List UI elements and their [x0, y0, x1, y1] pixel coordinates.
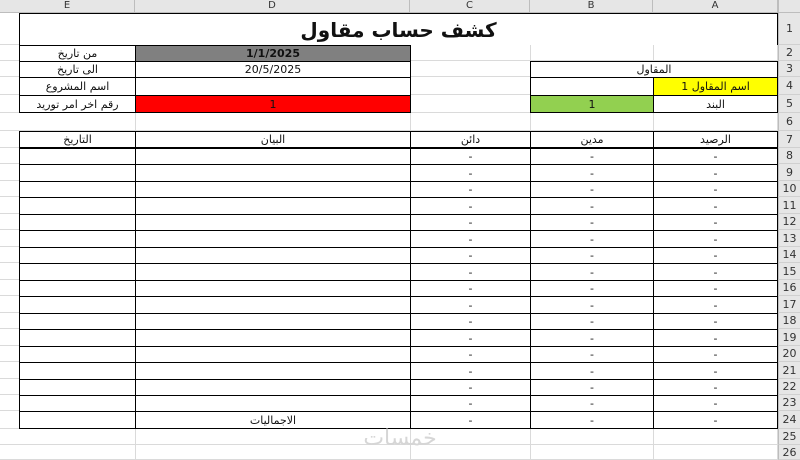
row-header[interactable]: 2	[778, 45, 800, 61]
balance-cell[interactable]: -	[653, 263, 778, 281]
row-header[interactable]: 8	[778, 148, 800, 164]
row-header[interactable]: 21	[778, 362, 800, 379]
totals-date[interactable]	[19, 411, 136, 429]
date-cell[interactable]	[19, 164, 136, 182]
date-cell[interactable]	[19, 263, 136, 281]
balance-cell[interactable]: -	[653, 214, 778, 231]
balance-cell[interactable]: -	[653, 230, 778, 248]
row-header[interactable]: 25	[778, 429, 800, 445]
row-header[interactable]: 12	[778, 214, 800, 230]
credit-cell[interactable]: -	[410, 230, 531, 248]
statement-cell[interactable]	[135, 329, 411, 347]
project-name-value[interactable]	[135, 77, 411, 96]
statement-cell[interactable]	[135, 395, 411, 412]
statement-cell[interactable]	[135, 148, 411, 165]
row-header[interactable]: 23	[778, 395, 800, 411]
row-header[interactable]: 10	[778, 181, 800, 197]
debit-cell[interactable]: -	[530, 395, 654, 412]
item-value[interactable]: 1	[530, 95, 654, 113]
date-cell[interactable]	[19, 313, 136, 330]
debit-cell[interactable]: -	[530, 148, 654, 165]
balance-cell[interactable]: -	[653, 164, 778, 182]
credit-cell[interactable]: -	[410, 148, 531, 165]
credit-cell[interactable]: -	[410, 296, 531, 314]
totals-credit[interactable]: -	[410, 411, 531, 429]
header-statement[interactable]: البيان	[135, 131, 411, 148]
row-header[interactable]: 4	[778, 77, 800, 95]
credit-cell[interactable]: -	[410, 379, 531, 396]
row-header[interactable]: 26	[778, 445, 800, 460]
date-cell[interactable]	[19, 214, 136, 231]
balance-cell[interactable]: -	[653, 313, 778, 330]
column-header-e[interactable]: E	[0, 0, 135, 13]
header-balance[interactable]: الرصيد	[653, 131, 778, 148]
row-header[interactable]: 1	[778, 13, 800, 45]
contractor-label[interactable]: المقاول	[530, 61, 778, 78]
balance-cell[interactable]: -	[653, 280, 778, 297]
date-cell[interactable]	[19, 379, 136, 396]
from-date-value[interactable]: 1/1/2025	[135, 45, 411, 62]
credit-cell[interactable]: -	[410, 181, 531, 198]
debit-cell[interactable]: -	[530, 214, 654, 231]
watermark-logo: خمسات	[363, 426, 437, 451]
from-date-label[interactable]: من تاريخ	[19, 45, 136, 62]
row-header[interactable]: 3	[778, 61, 800, 77]
date-cell[interactable]	[19, 247, 136, 264]
debit-cell[interactable]: -	[530, 362, 654, 380]
statement-cell[interactable]	[135, 263, 411, 281]
row-header[interactable]: 19	[778, 329, 800, 346]
project-name-label[interactable]: اسم المشروع	[19, 77, 136, 96]
debit-cell[interactable]: -	[530, 247, 654, 264]
date-cell[interactable]	[19, 181, 136, 198]
statement-cell[interactable]	[135, 164, 411, 182]
row-header[interactable]: 14	[778, 247, 800, 263]
statement-cell[interactable]	[135, 197, 411, 215]
debit-cell[interactable]: -	[530, 230, 654, 248]
statement-cell[interactable]	[135, 214, 411, 231]
debit-cell[interactable]: -	[530, 296, 654, 314]
date-cell[interactable]	[19, 362, 136, 380]
debit-cell[interactable]: -	[530, 280, 654, 297]
header-date[interactable]: التاريخ	[19, 131, 136, 148]
credit-cell[interactable]: -	[410, 329, 531, 347]
date-cell[interactable]	[19, 230, 136, 248]
select-all-corner[interactable]	[778, 0, 800, 13]
row-header[interactable]: 20	[778, 346, 800, 362]
row-header[interactable]: 15	[778, 263, 800, 280]
date-cell[interactable]	[19, 329, 136, 347]
totals-balance[interactable]: -	[653, 411, 778, 429]
credit-cell[interactable]: -	[410, 247, 531, 264]
statement-cell[interactable]	[135, 362, 411, 380]
credit-cell[interactable]: -	[410, 197, 531, 215]
contractor-name[interactable]: اسم المقاول 1	[653, 77, 778, 96]
date-cell[interactable]	[19, 197, 136, 215]
last-order-value[interactable]: 1	[135, 95, 411, 113]
balance-cell[interactable]: -	[653, 181, 778, 198]
balance-cell[interactable]: -	[653, 379, 778, 396]
balance-cell[interactable]: -	[653, 346, 778, 363]
header-debit[interactable]: مدين	[530, 131, 654, 148]
row-header[interactable]: 16	[778, 280, 800, 296]
credit-cell[interactable]: -	[410, 164, 531, 182]
row-header[interactable]: 24	[778, 411, 800, 429]
column-header-d[interactable]: D	[135, 0, 410, 13]
row-header[interactable]: 9	[778, 164, 800, 181]
debit-cell[interactable]: -	[530, 313, 654, 330]
to-date-label[interactable]: الى تاريخ	[19, 61, 136, 78]
credit-cell[interactable]: -	[410, 346, 531, 363]
credit-cell[interactable]: -	[410, 313, 531, 330]
statement-cell[interactable]	[135, 379, 411, 396]
row-header[interactable]: 13	[778, 230, 800, 247]
debit-cell[interactable]: -	[530, 164, 654, 182]
date-cell[interactable]	[19, 395, 136, 412]
balance-cell[interactable]: -	[653, 329, 778, 347]
totals-debit[interactable]: -	[530, 411, 654, 429]
date-cell[interactable]	[19, 296, 136, 314]
debit-cell[interactable]: -	[530, 329, 654, 347]
last-order-label[interactable]: رقم اخر امر توريد	[19, 95, 136, 113]
debit-cell[interactable]: -	[530, 379, 654, 396]
debit-cell[interactable]: -	[530, 181, 654, 198]
debit-cell[interactable]: -	[530, 263, 654, 281]
column-header-a[interactable]: A	[653, 0, 778, 13]
credit-cell[interactable]: -	[410, 395, 531, 412]
contractor-empty[interactable]	[530, 77, 654, 96]
date-cell[interactable]	[19, 148, 136, 165]
debit-cell[interactable]: -	[530, 346, 654, 363]
header-credit[interactable]: دائن	[410, 131, 531, 148]
row-header[interactable]: 18	[778, 313, 800, 329]
credit-cell[interactable]: -	[410, 362, 531, 380]
to-date-value[interactable]: 20/5/2025	[135, 61, 411, 78]
balance-cell[interactable]: -	[653, 362, 778, 380]
column-header-c[interactable]: C	[410, 0, 530, 13]
statement-cell[interactable]	[135, 247, 411, 264]
statement-cell[interactable]	[135, 346, 411, 363]
date-cell[interactable]	[19, 346, 136, 363]
statement-cell[interactable]	[135, 230, 411, 248]
row-header[interactable]: 7	[778, 131, 800, 148]
balance-cell[interactable]: -	[653, 395, 778, 412]
debit-cell[interactable]: -	[530, 197, 654, 215]
credit-cell[interactable]: -	[410, 214, 531, 231]
totals-label[interactable]: الاجماليات	[135, 411, 411, 429]
sheet-title[interactable]: كشف حساب مقاول	[19, 13, 778, 45]
date-cell[interactable]	[19, 280, 136, 297]
row-header[interactable]: 17	[778, 296, 800, 313]
row-header[interactable]: 6	[778, 113, 800, 131]
row-header[interactable]: 11	[778, 197, 800, 214]
balance-cell[interactable]: -	[653, 148, 778, 165]
balance-cell[interactable]: -	[653, 296, 778, 314]
statement-cell[interactable]	[135, 280, 411, 297]
statement-cell[interactable]	[135, 181, 411, 198]
credit-cell[interactable]: -	[410, 280, 531, 297]
statement-cell[interactable]	[135, 296, 411, 314]
balance-cell[interactable]: -	[653, 247, 778, 264]
balance-cell[interactable]: -	[653, 197, 778, 215]
credit-cell[interactable]: -	[410, 263, 531, 281]
column-header-b[interactable]: B	[530, 0, 653, 13]
item-label[interactable]: البند	[653, 95, 778, 113]
row-header[interactable]: 22	[778, 379, 800, 395]
row-header[interactable]: 5	[778, 95, 800, 113]
statement-cell[interactable]	[135, 313, 411, 330]
